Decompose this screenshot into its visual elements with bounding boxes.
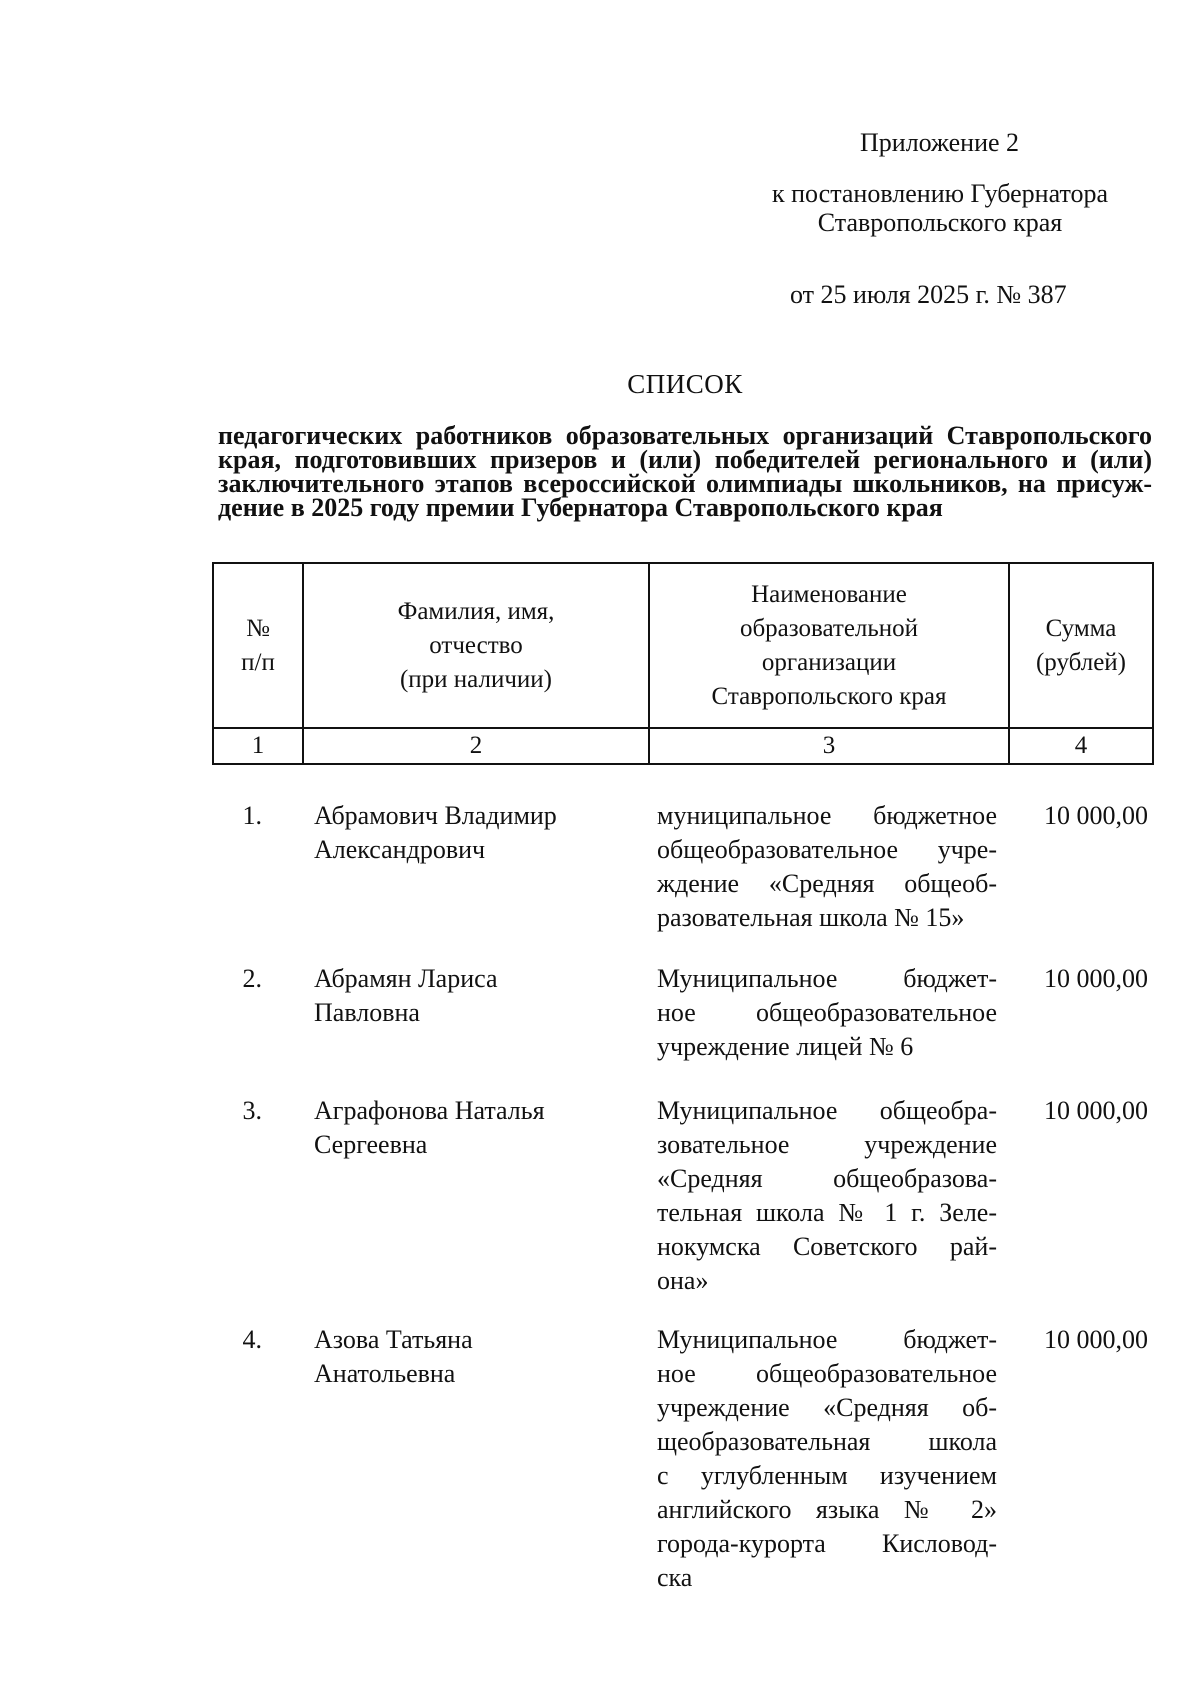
- subtitle-line: заключительного этапов всероссийской олимпиады школьников, на присуж-: [218, 469, 1152, 498]
- header-text: п/п: [241, 648, 275, 676]
- row-fio: [314, 1323, 614, 1391]
- row-number: 2.: [242, 964, 262, 993]
- fio-line: Александрович: [314, 835, 486, 864]
- org-line: английского языка № 2»: [657, 1495, 997, 1524]
- org-line: разовательная школа № 15»: [657, 903, 965, 932]
- row-fio: [314, 962, 614, 1030]
- appendix-title: Приложение 2: [860, 128, 1020, 157]
- column-number-2: 2: [303, 728, 649, 764]
- fio-line: Абрамян Лариса: [314, 964, 498, 993]
- org-line: зовательное учреждение: [657, 1130, 997, 1159]
- document-subtitle: [218, 421, 1152, 522]
- org-line: общеобразовательное учре-: [657, 835, 997, 864]
- row-organization: [657, 799, 997, 935]
- header-col-number: [213, 563, 303, 728]
- row-sum: 10 000,00: [1044, 1325, 1148, 1354]
- subtitle-line: края, подготовивших призеров и (или) победителей регионального и (или): [218, 445, 1152, 474]
- header-text: (рублей): [1035, 648, 1127, 676]
- org-line: Муниципальное бюджет-: [657, 964, 997, 993]
- row-organization: [657, 1094, 997, 1298]
- fio-line: Азова Татьяна: [314, 1325, 473, 1354]
- row-organization: [657, 962, 997, 1064]
- org-line: «Средняя общеобразова-: [657, 1164, 997, 1193]
- org-line: учреждение «Средняя об-: [657, 1393, 997, 1422]
- table-header: [212, 562, 1154, 765]
- header-text: Сумма: [1045, 614, 1117, 642]
- row-fio: [314, 799, 614, 867]
- decree-reference-line-2: Ставропольского края: [817, 208, 1063, 237]
- header-col-fio: [303, 563, 649, 728]
- org-line: муниципальное бюджетное: [657, 801, 997, 830]
- org-line: ждение «Средняя общеоб-: [657, 869, 997, 898]
- subtitle-line: педагогических работников образовательных организаций Ставропольского: [218, 421, 1152, 450]
- row-sum: 10 000,00: [1044, 1096, 1148, 1125]
- row-sum: 10 000,00: [1044, 801, 1148, 830]
- fio-line: Анатольевна: [314, 1359, 456, 1388]
- header-text: отчество: [429, 631, 523, 659]
- row-organization: [657, 1323, 997, 1595]
- org-line: она»: [657, 1266, 709, 1295]
- org-line: учреждение лицей № 6: [657, 1032, 914, 1061]
- fio-line: Павловна: [314, 998, 420, 1027]
- header-text: Наименование: [751, 580, 907, 608]
- row-fio: [314, 1094, 614, 1162]
- header-col-sum: [1009, 563, 1153, 728]
- header-text: (при наличии): [399, 665, 553, 693]
- fio-line: Абрамович Владимир: [314, 801, 557, 830]
- header-text: №: [246, 614, 270, 642]
- fio-line: Сергеевна: [314, 1130, 428, 1159]
- org-line: ное общеобразовательное: [657, 1359, 997, 1388]
- decree-reference-line-1: к постановлению Губернатора: [771, 179, 1109, 208]
- decree-date-number: от 25 июля 2025 г. № 387: [790, 280, 1067, 309]
- row-number: 1.: [242, 801, 262, 830]
- row-number: 3.: [242, 1096, 262, 1125]
- row-number: 4.: [242, 1325, 262, 1354]
- org-line: тельная школа № 1 г. Зеле-: [657, 1198, 997, 1227]
- subtitle-line: дение в 2025 году премии Губернатора Ставропольского края: [218, 493, 943, 522]
- column-number-1: 1: [213, 728, 303, 764]
- header-text: Фамилия, имя,: [397, 597, 555, 625]
- org-line: Муниципальное бюджет-: [657, 1325, 997, 1354]
- org-line: щеобразовательная школа: [657, 1427, 997, 1456]
- fio-line: Аграфонова Наталья: [314, 1096, 545, 1125]
- row-sum: 10 000,00: [1044, 964, 1148, 993]
- org-line: города-курорта Кисловод-: [657, 1529, 997, 1558]
- org-line: ное общеобразовательное: [657, 998, 997, 1027]
- header-text: организации: [761, 648, 897, 676]
- header-text: образовательной: [739, 614, 919, 642]
- org-line: Муниципальное общеобра-: [657, 1096, 997, 1125]
- document-title: СПИСОК: [627, 369, 743, 399]
- header-col-organization: [649, 563, 1009, 728]
- org-line: с углубленным изучением: [657, 1461, 997, 1490]
- column-number-3: 3: [649, 728, 1009, 764]
- org-line: ска: [657, 1563, 693, 1592]
- header-text: Ставропольского края: [711, 682, 947, 710]
- org-line: нокумска Советского рай-: [657, 1232, 997, 1261]
- column-number-4: 4: [1009, 728, 1153, 764]
